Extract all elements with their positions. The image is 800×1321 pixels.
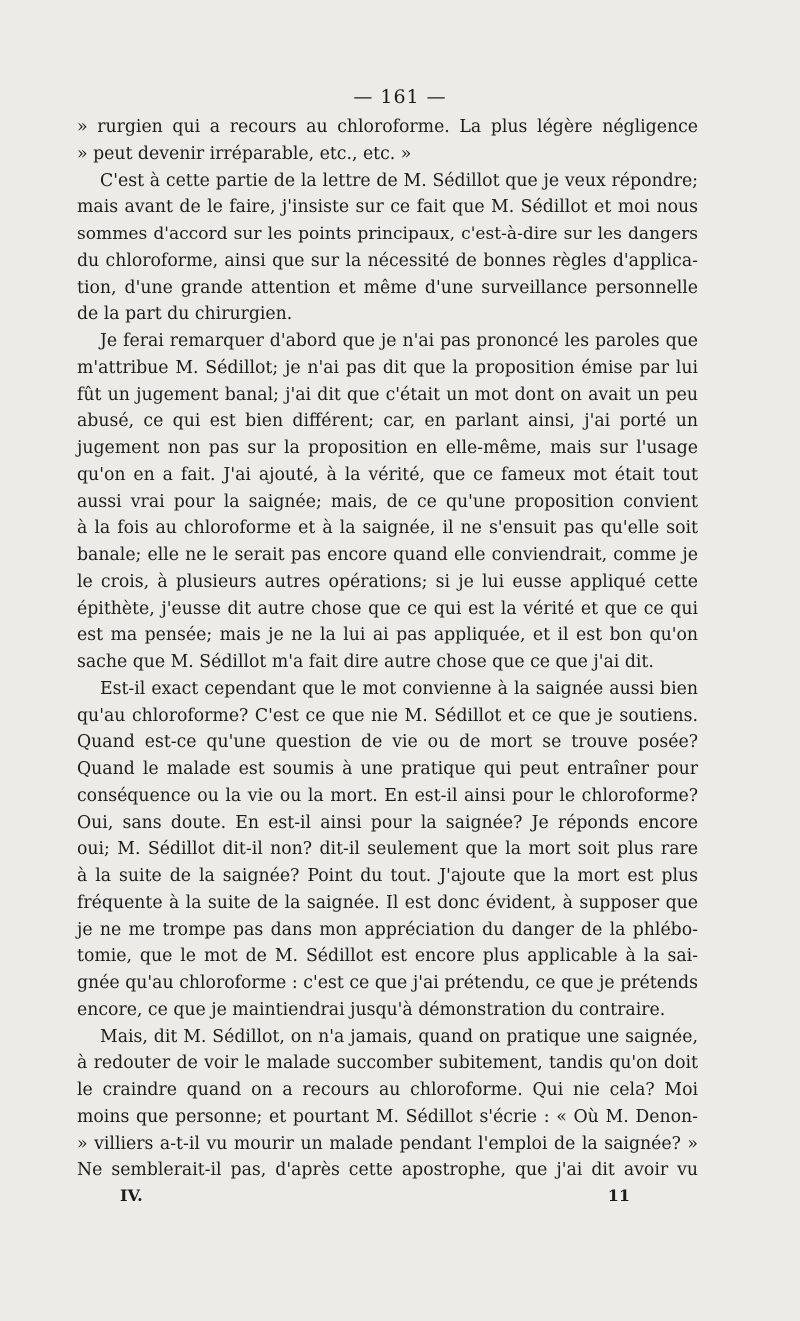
- text-line: qu'au chloroforme? C'est ce que nie M. Sédillot et ce que je soutiens.: [77, 705, 698, 726]
- body-text: [77, 114, 698, 1184]
- text-line: Mais, dit M. Sédillot, on n'a jamais, quand on pratique une saignée,: [100, 1026, 698, 1047]
- text-line: aussi vrai pour la saignée; mais, de ce qu'une proposition convient: [77, 491, 698, 512]
- text-line: sommes d'accord sur les points principaux, c'est-à-dire sur les dangers: [77, 224, 698, 244]
- text-line: à la suite de la saignée? Point du tout. J'ajoute que la mort est plus: [77, 866, 698, 886]
- text-line: épithète, j'eusse dit autre chose que ce qui est la vérité et que ce qui: [77, 598, 698, 619]
- text-line: gnée qu'au chloroforme : c'est ce que j'ai prétendu, ce que je prétends: [77, 973, 698, 993]
- text-line: C'est à cette partie de la lettre de M. Sédillot que je veux répondre;: [100, 170, 698, 191]
- text-line: moins que personne; et pourtant M. Sédillot s'écrie : « Où M. Denon-: [77, 1106, 698, 1127]
- text-line: Je ferai remarquer d'abord que je n'ai pas prononcé les paroles que: [100, 331, 698, 351]
- page-number: — 161 —: [353, 86, 447, 108]
- text-line: sache que M. Sédillot m'a fait dire autre chose que ce que j'ai dit.: [77, 652, 654, 672]
- text-line: oui; M. Sédillot dit-il non? dit-il seulement que la mort soit plus rare: [77, 839, 698, 860]
- text-line: » villiers a-t-il vu mourir un malade pendant l'emploi de la saignée? »: [77, 1133, 698, 1154]
- text-line: Oui, sans doute. En est-il ainsi pour la saignée? Je réponds encore: [77, 812, 698, 833]
- text-line: Est-il exact cependant que le mot convienne à la saignée aussi bien: [100, 678, 698, 699]
- text-line: qu'on en a fait. J'ai ajouté, à la vérité, que ce fameux mot était tout: [77, 464, 698, 485]
- text-line: à redouter de voir le malade succomber subitement, tandis qu'on doit: [77, 1053, 698, 1074]
- text-line: banale; elle ne le serait pas encore quand elle conviendrait, comme je: [77, 545, 698, 565]
- text-line: je ne me trompe pas dans mon appréciation du danger de la phlébo-: [77, 919, 698, 940]
- text-line: fréquente à la suite de la saignée. Il est donc évident, à supposer que: [77, 892, 698, 913]
- text-line: est ma pensée; mais je ne la lui ai pas appliquée, et il est bon qu'on: [77, 625, 698, 646]
- text-line: conséquence ou la vie ou la mort. En est-il ainsi pour le chloroforme?: [77, 785, 698, 806]
- text-line: encore, ce que je maintiendrai jusqu'à démonstration du contraire.: [77, 999, 666, 1020]
- text-line: Quand est-ce qu'une question de vie ou de mort se trouve posée?: [77, 732, 698, 753]
- text-line: le crois, à plusieurs autres opérations; si je lui eusse appliqué cette: [77, 571, 698, 592]
- text-line: le craindre quand on a recours au chloroforme. Qui nie cela? Moi: [77, 1080, 698, 1100]
- signature-mark: IV.: [120, 1186, 143, 1205]
- text-line: » rurgien qui a recours au chloroforme. La plus légère négligence: [77, 117, 698, 137]
- text-line: jugement non pas sur la proposition en elle-même, mais sur l'usage: [77, 438, 698, 458]
- text-line: Quand le malade est soumis à une pratique qui peut entraîner pour: [77, 759, 698, 779]
- text-line: abusé, ce qui est bien différent; car, en parlant ainsi, j'ai porté un: [77, 411, 698, 432]
- text-line: de la part du chirurgien.: [77, 304, 293, 325]
- text-line: du chloroforme, ainsi que sur la nécessité de bonnes règles d'applica-: [77, 250, 698, 271]
- sheet-number: 11: [607, 1186, 630, 1205]
- text-line: m'attribue M. Sédillot; je n'ai pas dit que la proposition émise par lui: [77, 357, 698, 378]
- text-line: à la fois au chloroforme et à la saignée, il ne s'ensuit pas qu'elle soit: [77, 518, 698, 539]
- text-line: tomie, que le mot de M. Sédillot est encore plus applicable à la sai-: [77, 946, 698, 967]
- text-line: tion, d'une grande attention et même d'une surveillance personnelle: [77, 277, 698, 298]
- text-line: Ne semblerait-il pas, d'après cette apostrophe, que j'ai dit avoir vu: [77, 1160, 698, 1181]
- text-line: fût un jugement banal; j'ai dit que c'était un mot dont on avait un peu: [77, 384, 698, 405]
- text-line: » peut devenir irréparable, etc., etc. »: [77, 143, 412, 164]
- text-line: mais avant de le faire, j'insiste sur ce fait que M. Sédillot et moi nous: [77, 197, 698, 218]
